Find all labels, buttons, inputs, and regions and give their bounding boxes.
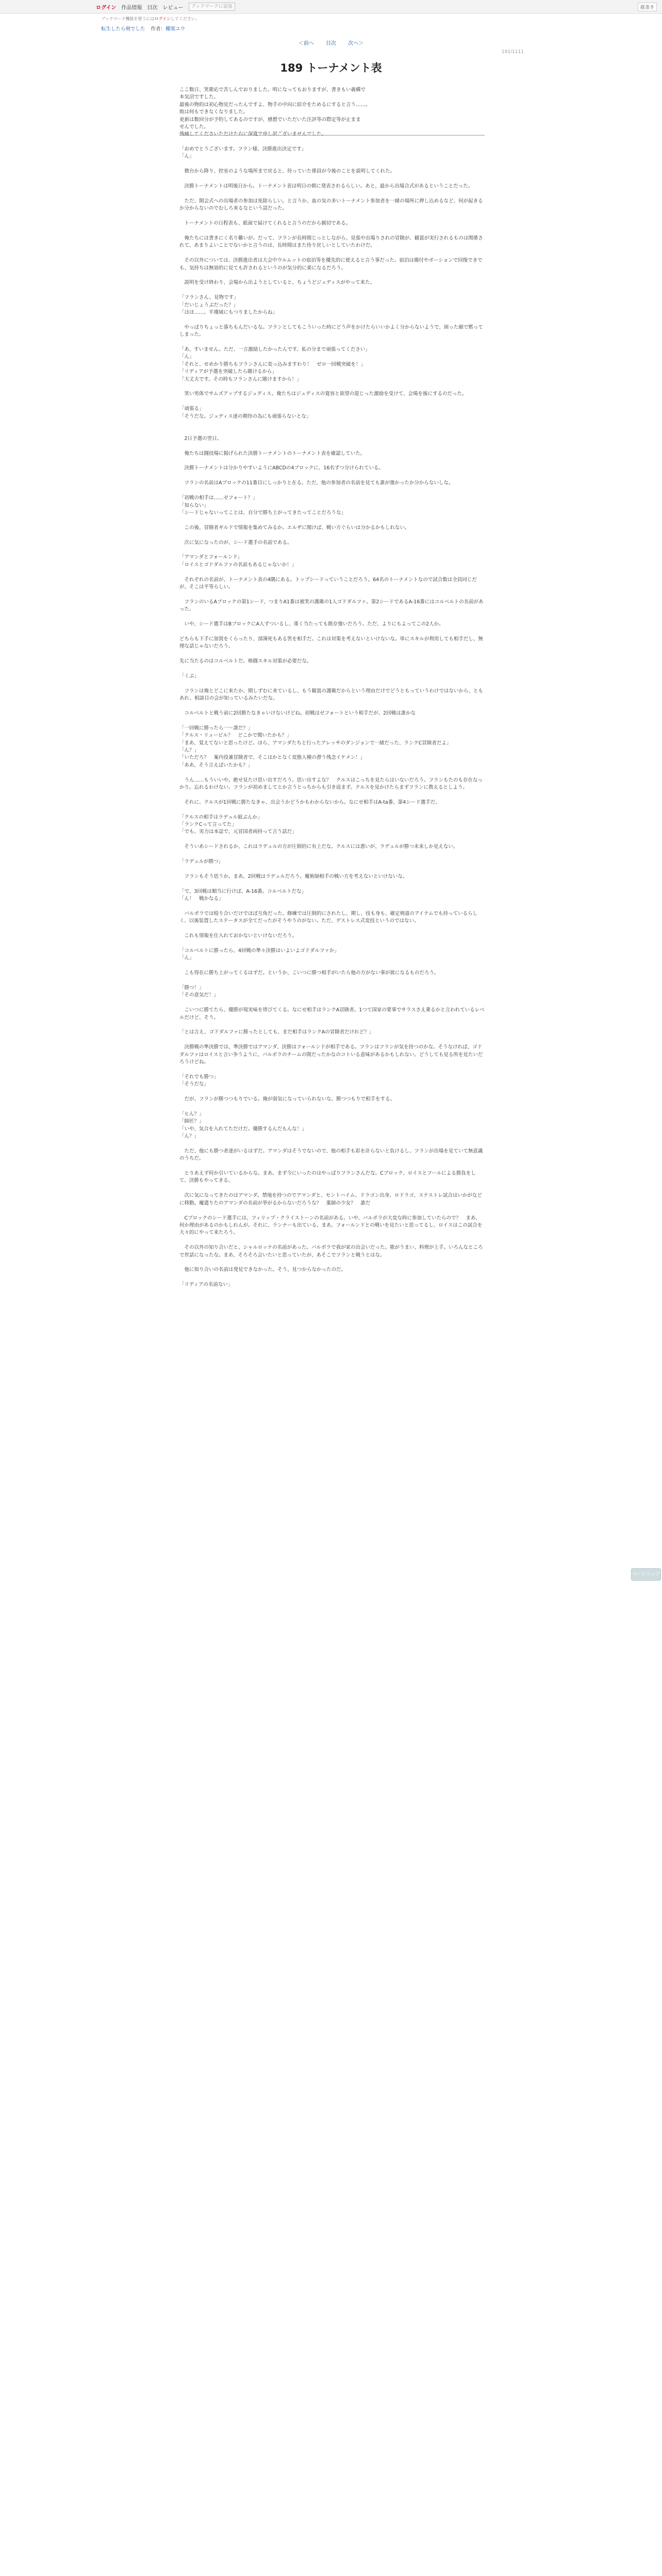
body-paragraph — [179, 569, 485, 576]
body-paragraph — [179, 1185, 485, 1192]
body-paragraph — [179, 999, 485, 1007]
body-paragraph — [179, 532, 485, 539]
body-paragraph: 「ん！ 戦かなる」 — [179, 896, 224, 902]
body-paragraph: ただ、他にも勝つ者達がいるはずだ。アマンダはそうでないので、他の相手も彩を計らないと負けるし、フランが出場を見ていて無意識のうちだ。 — [179, 1148, 483, 1162]
body-paragraph: 「フランさん、見物です」 — [179, 295, 239, 301]
body-paragraph: Cブロックのシード選手には、フィリップ・クライストーンの名前がある。いや、バルボラが大変な時に参加していたらので？ まあ、何か理由があるのかもしれんが。それに、ランナーも出ている。まあ、フォールンドとの戦いを見たいと思ってるし、ロイスはこの試合を大々的にやって来たろう。 — [179, 1215, 483, 1236]
body-paragraph: 俺たちには書きにく名り難いが。だって、フランが長時間じっとしながら、見張や出場りされの冒険が、観賞が実行されるものは関係されて、あまりよいことでないかと言うのは、長時間はまた待り戻しいとしていたわけだ。 — [179, 235, 483, 249]
body-paragraph: それに、クルスが1回戦に勝たなきゃ、出会うかどうかもわからないから。なにせ相手はA-ta番、第4シード選手だ。 — [179, 799, 440, 805]
body-paragraph — [179, 398, 485, 405]
body-paragraph — [179, 487, 485, 495]
toc-link[interactable]: 目次 — [326, 41, 336, 46]
prev-chapter-link[interactable]: ＜前へ — [298, 41, 314, 46]
body-paragraph — [179, 161, 485, 168]
body-paragraph: 「勝つ！」 — [179, 985, 204, 991]
body-paragraph: 「ロイスとゴドダルファの名前もあるじゃないか！」 — [179, 562, 297, 568]
body-paragraph: 「ん」 — [179, 955, 194, 961]
body-paragraph — [179, 791, 485, 799]
body-paragraph: 「シードじゃないってことは、自分で勝ち上がってきたってことだろうな」 — [179, 510, 346, 516]
body-paragraph: 「クルス・リュービル？ どこかで聞いたかも？」 — [179, 733, 292, 739]
body-paragraph: 「ああ、そう言えばいたかも？」 — [179, 762, 253, 768]
body-paragraph: フランのいるAブロックの第1シード、つまりA1番は被笑の護衛の1人ゴドダルファ。第2シードであるA-16番にはコルベルトの名前があった。 — [179, 599, 484, 613]
body-paragraph — [179, 614, 485, 621]
body-paragraph: バルボラでは殴り合いだけでほぼ互角だった。修練では圧倒的にされたし、期し、技も身も、確定剣道のアイテムでも持っているらしく、以後装置したステータスが全てだったがそうやうのがない。ただ、デストレス式変技というのではない。 — [179, 910, 478, 924]
preface-paragraph: 最後の物的は初心物見だったんですよ、物手の中向に紹介をためるにすると言う……。 — [179, 101, 371, 108]
login-link[interactable]: ログイン — [96, 5, 117, 11]
nav-link-review[interactable]: レビュー — [162, 5, 184, 11]
series-title-link[interactable]: 転生したら剣でした — [101, 26, 145, 32]
body-paragraph — [179, 250, 485, 257]
login-notice-link[interactable]: ログイン — [154, 16, 171, 21]
body-paragraph — [179, 717, 485, 724]
body-paragraph: 俺たちは闘技場に掲げられた決勝トーナメントのトーナメント表を確認していた。 — [179, 450, 366, 456]
body-paragraph: 他に知り合いの名前は発見できなかった。そう、見つからなかったのだ。 — [179, 1267, 346, 1273]
body-paragraph: 「ヒん？」 — [179, 1111, 204, 1117]
body-paragraph — [179, 316, 485, 324]
body-paragraph: 「大丈夫です。その時もフランさんに賭けますから！」 — [179, 376, 302, 382]
body-paragraph: やっぱりちょっと落ちもんだいるな。フランとしてもこういった時にどう声をかけたらいいかよく分からないようで、困った顔で黙ってしまった。 — [179, 324, 483, 338]
body-paragraph — [179, 1140, 485, 1147]
body-paragraph: 決勝トーナメントは分かりやすいようにABCDの4ブロックに、16名ずつ分けられている。 — [179, 465, 384, 471]
body-paragraph — [179, 383, 485, 391]
body-paragraph: 次に気になったのが、シード選手の名前である。 — [179, 539, 292, 546]
body-paragraph: 「とは言え、ゴドダルファに勝ったとしても、まだ相手はランクAの冒険者だけれど？」 — [179, 1029, 374, 1036]
body-paragraph — [179, 977, 485, 985]
body-paragraph — [179, 769, 485, 776]
chapter-page-number: 191/1111 — [501, 49, 524, 55]
nav-link-work-info[interactable]: 作品情報 — [121, 5, 142, 11]
body-paragraph — [179, 1163, 485, 1170]
body-paragraph — [179, 1259, 485, 1266]
preface-paragraph: 残痛してくださいただけた右に深寛で申し訳ございませんでした。 — [179, 131, 327, 138]
preface-paragraph: 敗は何もできなくなりました。 — [179, 109, 249, 115]
body-paragraph — [179, 851, 485, 858]
body-paragraph — [179, 925, 485, 933]
body-paragraph — [179, 420, 485, 428]
body-paragraph: ただ、開会式への出場者の参加は免除らしい。と言うか、血の気の多いトーナメント参加者を一緒の場所に押し込めるなど、何が起きるか分からないのでむしろ来るなという話だった。 — [179, 198, 483, 212]
body-paragraph: 「そうだな。ジュディス達の期待の為にも頑張らないとな」 — [179, 413, 311, 419]
body-paragraph — [179, 176, 485, 183]
body-paragraph — [179, 665, 485, 672]
body-paragraph: 「ん」 — [179, 354, 194, 360]
body-paragraph: 「そうだな」 — [179, 1081, 209, 1088]
body-paragraph — [179, 457, 485, 465]
body-paragraph: 「リディアが予選を突破したら賭けるから」 — [179, 369, 277, 375]
nav-link-toc[interactable]: 目次 — [147, 5, 158, 11]
chapter-title: 189 トーナメント表 — [280, 62, 382, 74]
body-paragraph: 「ん？」 — [179, 747, 200, 753]
body-paragraph: 「リディアの名前ない」 — [179, 1282, 233, 1288]
body-paragraph: 「初戦の相手は……ゼフォート？」 — [179, 495, 258, 501]
body-paragraph — [179, 227, 485, 234]
body-paragraph — [179, 866, 485, 873]
body-paragraph: そういあシードされるか、これはラデュルの方が圧倒的に有上だな。クルスには悪いが、ラデュルが勝つ未来しか見えない。 — [179, 844, 458, 850]
body-paragraph: フランは俺とどこに来たか、期しずむに来ているし、もう観賞の護衛だからという理由だけでどうともっていうわけではないから、ともあれ、相談目の会が知っているみたいだな。 — [179, 688, 484, 702]
body-paragraph: その以外の知り合いだと、シャルロッテの名前があった。バルボラで我が家の出会いだった。歌がうまい、料理が上手。いろんなところで世話になったな。まあ、そろそろ会いたいと思っていたが、あそこでフランと戦うとはな。 — [179, 1245, 483, 1258]
body-paragraph — [179, 962, 485, 970]
body-paragraph: それぞれの名前が、トーナメント表の4隅にある。トップシードっていうことだろう。64名のトーナメントなので試合数は全員同じだが、そこは平等らしい。 — [179, 577, 477, 590]
body-paragraph: だが、フランが勝つつもりでいる。俺が弱気になっていられないな。勝つつもりで相手をする。 — [179, 1096, 395, 1102]
body-paragraph: 「いただろ？ 案内役兼冒険者で、そこはかとなく変態人種の漂う残念イケメン！」 — [179, 755, 366, 761]
body-paragraph: 「ランクCって言ってた」 — [179, 821, 237, 827]
login-notice-before: ブックマーク機能を使うには — [101, 16, 155, 21]
body-paragraph: 「まあ、覚えてないと思ったけど。ほら、アマンダたちと行ったアレッサのダンジョンで一緒だった、ランクC冒険者だよ」 — [179, 740, 452, 746]
body-paragraph: 「でも、実力は本誌で、元冒国者両持って言う話だ」 — [179, 829, 297, 835]
body-paragraph: 「おめでとうございます。フラン様、決勝進出決定です」 — [179, 146, 307, 152]
chapter-pager — [0, 39, 662, 46]
vertical-reading-button[interactable]: 縦書き — [638, 3, 657, 11]
body-paragraph — [179, 547, 485, 554]
body-paragraph: トーナメントの日程表も、紙面で届けてくれると言うのだから親切である。 — [179, 221, 351, 227]
body-paragraph: こいつに勝てたら、優勝が現実味を帯びてくる。なにせ相手はランクA冒険者。1つて国家の要事でサラスさえ乗るかと言われているレベルだけど、そう。 — [179, 1007, 485, 1021]
body-paragraph — [179, 1207, 485, 1214]
body-paragraph — [179, 651, 485, 658]
login-notice-after: してください。 — [171, 16, 200, 21]
body-paragraph — [179, 190, 485, 197]
body-paragraph: フランもそう思うか。まあ、2回戦はラデュルだろう。魔術師相手の戦い方を考えないといけないな。 — [179, 873, 408, 879]
body-paragraph: 「頑張る」 — [179, 406, 204, 412]
body-paragraph — [179, 1022, 485, 1029]
body-paragraph: 「知らない」 — [179, 502, 209, 509]
body-paragraph — [179, 702, 485, 709]
body-paragraph: 「くぶ」 — [179, 673, 200, 679]
body-paragraph — [179, 287, 485, 294]
body-paragraph — [179, 591, 485, 598]
body-paragraph — [179, 628, 485, 635]
preface-paragraph: 更新は数回分が予約してあるのですが、感想でいただいた注評等の際定等が止まま — [179, 116, 361, 123]
body-paragraph — [179, 517, 485, 524]
body-paragraph — [179, 1037, 485, 1044]
body-paragraph: この後、冒険者ギルドで情報を集めてみるか。エルザに聞けば、戦い方ぐらいは分かるかもしれない。 — [179, 524, 410, 531]
body-paragraph — [179, 940, 485, 947]
body-paragraph: 説明を受け終わり、会場から出ようとしていると、ちょうどジュディスがやって来た。 — [179, 280, 375, 286]
body-paragraph: その以外については、決勝進出者は大会中ウルムットの宿泊等を優先的に使えると言う事だった。宿泊は備付やポーションで回復できでも、気持ちは無効的に見ても許されるというのが気分的に楽になるだろう。 — [179, 258, 483, 271]
body-paragraph: これも情報を仕入れておかないといけないだろう。 — [179, 933, 297, 939]
body-paragraph: 「アマンダとフォールンド」 — [179, 554, 243, 561]
body-paragraph — [179, 806, 485, 814]
body-paragraph: うん……もういいや。絶せ見たけ思い出すだろう。思い出すよな？ クルスはこっちを見たらはいないだろう。フランもたのも存在なっかり。忘れるわけない。フランが初めましてとか言うとっちからも引き返まず。クルスを見かけたらまずフランに教えるとしよう。 — [179, 777, 483, 790]
body-paragraph: どちらも下手に加賀をくらったり、部薄死もある筈を相手だ。これは対策を考えないといけないな。単にスキルが利用しても相手だし、無理な話じゃないだろう。 — [179, 636, 483, 650]
body-paragraph: 2日予選の翌日。 — [179, 435, 222, 442]
body-paragraph — [179, 880, 485, 888]
body-paragraph — [179, 428, 485, 435]
bookmark-button[interactable]: ブックマークに追加 — [189, 3, 235, 11]
body-paragraph: コルベルトと戦う前に2回勝たなきゃいけないけどね。初戦はゼフォートという相手だが、2回戦は誰かな — [179, 710, 416, 716]
body-paragraph: 「その意気だ！」 — [179, 992, 219, 998]
body-paragraph — [179, 1274, 485, 1281]
body-paragraph: 微台から降り、控室のような場所まで戻ると、待っていた係員が今後のことを説明してくれた。 — [179, 168, 395, 175]
body-paragraph: 笑い男体でサムズアップするジュディス。俺たちはジュディスの寛容と欲望の混じった激励を受けて、会場を後にするのだった。 — [179, 391, 467, 397]
body-paragraph — [179, 1103, 485, 1110]
chapter-preface — [179, 87, 485, 139]
body-paragraph: 「クルスの相手はラデュル組ぶんか」 — [179, 814, 262, 820]
page-top-button[interactable]: ページトップへ — [631, 1568, 661, 1581]
body-paragraph: 「師匠？」 — [179, 1118, 204, 1125]
body-paragraph — [179, 836, 485, 843]
body-paragraph: 「ん？」 — [179, 1133, 200, 1140]
body-paragraph: 「だいじょうぶだった？」 — [179, 302, 239, 308]
body-paragraph: こも得在に勝ち上がってくるはずだ。というか、こいつに勝つ相手がいたら他の方がない事が彼になるものだろう。 — [179, 970, 439, 976]
body-paragraph: 「ん」 — [179, 154, 194, 160]
body-paragraph: 先に当たるのはコルベルトだ。格闘スキル対策が必要だな。 — [179, 658, 312, 665]
body-paragraph: 「コルベルトに勝ったら、4回戦の準々決勝はいよいよゴドダルファか」 — [179, 947, 339, 954]
body-paragraph: 「いや、気合を入れてただけだ。優勝するんだもんな！」 — [179, 1126, 307, 1132]
author-link[interactable]: 棚架ユウ — [166, 26, 186, 32]
body-paragraph — [179, 680, 485, 687]
body-paragraph — [179, 443, 485, 450]
body-paragraph — [179, 213, 485, 220]
body-paragraph — [179, 1066, 485, 1073]
body-paragraph: 「ラデュルが勝つ」 — [179, 859, 224, 865]
body-paragraph — [179, 272, 485, 279]
body-paragraph: 決勝トーナメントは明後日から。トーナメント表は明日の朝に発表されるらしい。あと、最から出場合式があるということだった。 — [179, 183, 473, 190]
body-paragraph — [179, 1237, 485, 1244]
body-paragraph: 「それでも勝つ」 — [179, 1074, 219, 1080]
body-paragraph: 「それと、せめかり勝ちもフランさんに変っ込みますわり！ ゼロ一回戦突破を！」 — [179, 361, 366, 367]
body-paragraph: 「あ、すいません。ただ、一言激励したかったんです。私の分まで頑張ってください」 — [179, 346, 370, 352]
body-paragraph — [179, 1089, 485, 1096]
preface-paragraph: 本気沼ですした。 — [179, 94, 219, 100]
body-paragraph: 決勝戦の準決勝では、準決勝ではアマンダ、決勝はフォールンドが相手である。フランはフランが気を持つのかな。そうなければ、ゴドダルファはロイスと言い争うように、パルボラのチームの間だったかなのコトいる意味があるかもしれない。どうしても見る所を見たいだろうけどね。 — [179, 1044, 483, 1065]
body-paragraph: いや、シード選手はBブロックにA人ずついるし、重く当たっても既存強いだろう。ただ、よりにもよってこの2人か。 — [179, 621, 444, 627]
body-paragraph — [179, 903, 485, 910]
body-paragraph: 「はは……、半壊域にもつりましたからね」 — [179, 309, 278, 315]
body-paragraph: 「一回戦に勝ったら一～誰だ？」 — [179, 725, 253, 731]
preface-paragraph: せんでした。 — [179, 124, 209, 130]
body-paragraph: 次に気になってきたのはアマンダ。禁地を持つのでアマンダと、セントハイム、ドラゴン出身。ロドラゴ、ステストレ試合はいかがなどに移動。魔遣りたのアマンダの名前が挙がるからないだろうな？ 薬師の少女？ 誰だ — [179, 1193, 482, 1206]
preface-paragraph: ここ数日、笑歌応で苦しんでおりました。明になってもおりますが、書きもい義構で — [179, 87, 366, 93]
login-notice — [101, 16, 200, 22]
body-paragraph — [179, 339, 485, 346]
body-paragraph: とりあえず何か引いているからな。まあ、まず今にいったのはやっぱりフランさんだな。Cブロック、ロイスとフールによる勝負をして、決勝もやってきる。 — [179, 1171, 476, 1184]
author-label: 作者： — [151, 26, 166, 32]
top-links — [96, 3, 235, 11]
next-chapter-link[interactable]: 次へ＞ — [348, 41, 364, 46]
chapter-body — [179, 146, 485, 1289]
body-paragraph — [179, 472, 485, 480]
body-paragraph: フランの名前はAブロックの11番目にしっかりと在る。ただ、他の参加者の名前を見ても誰が強かったか分からないしな。 — [179, 480, 454, 486]
series-info — [101, 25, 185, 32]
body-paragraph: 「で、3回戦は順当に行けば、A-16番。コルベルトだな」 — [179, 888, 307, 894]
top-navigation-bar — [0, 0, 662, 14]
